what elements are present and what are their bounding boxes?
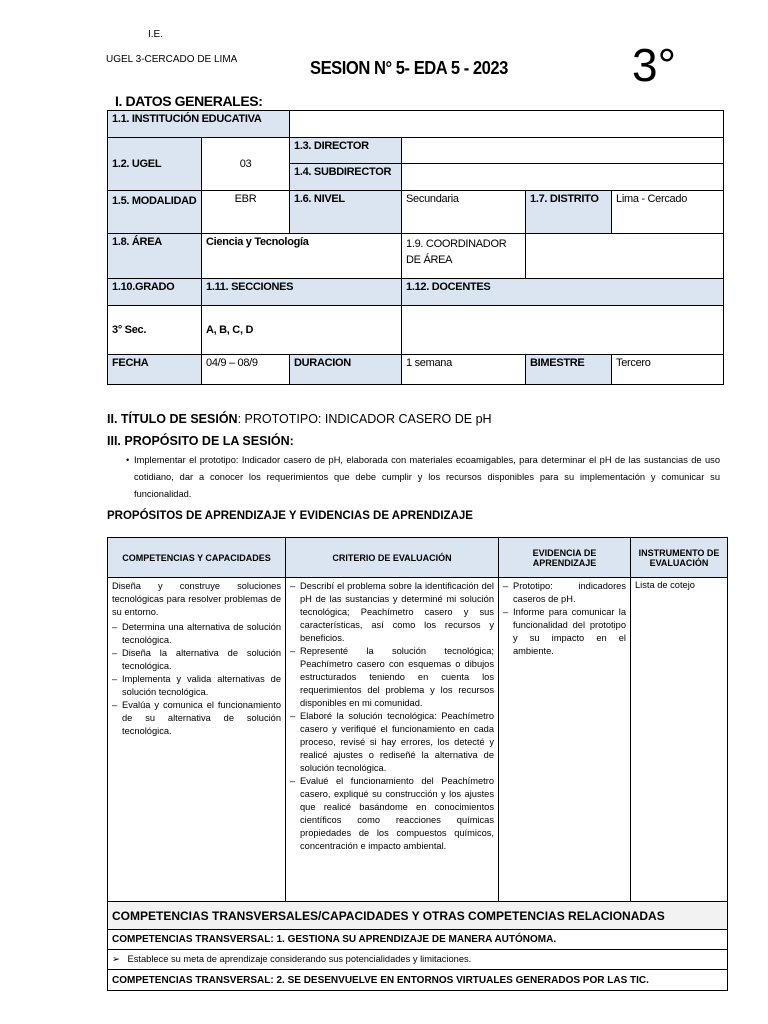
distrito-value: Lima - Cercado: [612, 191, 724, 234]
grado-value: 3° Sec.: [108, 306, 202, 355]
bullet-icon: •: [126, 455, 130, 465]
criterios-cell: [286, 578, 499, 902]
fecha-label: FECHA: [108, 355, 202, 385]
modalidad-label: 1.5. MODALIDAD: [108, 191, 202, 234]
criterio-item: – Evalué el funcionamiento del Peachímetro casero, expliqué su construcción y los ajustes que realicé basándome en conocimientos científicos como reacciones químicas propiedades de los compuestos químicos, concentración e impacto ambiental.: [290, 775, 494, 853]
criterios-list: [290, 580, 494, 853]
header-competencias: COMPETENCIAS Y CAPACIDADES: [108, 538, 286, 578]
subdirector-label: 1.4. SUBDIRECTOR: [290, 164, 402, 191]
ugel-value: 03: [202, 138, 290, 191]
evidencia-item: – Informe para comunicar la funcionalidad del prototipo y su impacto en el ambiente.: [503, 606, 626, 658]
grade-number: 3°: [632, 39, 676, 91]
proposito-paragraph: Implementar el prototipo: Indicador casero de pH, elaborada con materiales ecoamigables, para determinar el pH de las sustancias de uso cotidiano, dar a conocer los requerimientos que debe cumplir y los recursos disponibles para su implementación y comunicar su funcionalidad.: [134, 455, 720, 499]
header-criterio: CRITERIO DE EVALUACIÓN: [286, 538, 499, 578]
director-value: [402, 138, 724, 164]
header-evidencia: EVIDENCIA DE APRENDIZAJE: [499, 538, 631, 578]
secciones-value: A, B, C, D: [202, 306, 402, 355]
transversal-2: COMPETENCIAS TRANSVERSAL: 2. SE DESENVUELVE EN ENTORNOS VIRTUALES GENERADOS POR LAS TIC.: [108, 970, 728, 991]
ugel-header: UGEL 3-CERCADO DE LIMA: [106, 54, 238, 65]
bimestre-label: BIMESTRE: [526, 355, 612, 385]
director-label: 1.3. DIRECTOR: [290, 138, 402, 164]
transversales-title: COMPETENCIAS TRANSVERSALES/CAPACIDADES Y OTRAS COMPETENCIAS RELACIONADAS: [108, 902, 728, 930]
fecha-value: 04/9 – 08/9: [202, 355, 290, 385]
area-value: Ciencia y Tecnología: [202, 234, 402, 279]
docentes-label: 1.12. DOCENTES: [402, 279, 724, 306]
capacidad-item: – Implementa y valida alternativas de solución tecnológica.: [112, 673, 281, 699]
duracion-value: 1 semana: [402, 355, 526, 385]
docentes-value: [402, 306, 724, 355]
capacidad-item: – Diseña la alternativa de solución tecnológica.: [112, 647, 281, 673]
grado-label: 1.10.GRADO: [108, 279, 202, 306]
transversal-1: COMPETENCIAS TRANSVERSAL: 1. GESTIONA SU APRENDIZAJE DE MANERA AUTÓNOMA.: [108, 930, 728, 950]
proposito-text: [126, 452, 720, 503]
nivel-value: Secundaria: [402, 191, 526, 234]
evidencias-list: [503, 580, 626, 658]
area-label: 1.8. ÁREA: [108, 234, 202, 279]
datos-generales-title: I. DATOS GENERALES:: [115, 93, 263, 109]
datos-generales-table: [107, 110, 724, 385]
nivel-label: 1.6. NIVEL: [290, 191, 402, 234]
coordinador-label: 1.9. COORDINADOR DE ÁREA: [402, 234, 526, 279]
competencias-table: [107, 537, 728, 991]
secciones-label: 1.11. SECCIONES: [202, 279, 402, 306]
titulo-sesion-value: : PROTOTIPO: INDICADOR CASERO DE pH: [237, 412, 492, 426]
session-title: SESION N° 5- EDA 5 - 2023: [310, 58, 508, 78]
evidencia-item: – Prototipo: indicadores caseros de pH.: [503, 580, 626, 606]
titulo-sesion-label: II. TÍTULO DE SESIÓN: [107, 412, 238, 426]
subdirector-value: [402, 164, 724, 191]
capacidad-item: – Determina una alternativa de solución tecnológica.: [112, 621, 281, 647]
coordinador-value: [526, 234, 724, 279]
capacidades-list: [112, 621, 281, 738]
proposito-title: III. PROPÓSITO DE LA SESIÓN:: [107, 434, 294, 448]
capacidad-item: – Evalúa y comunica el funcionamiento de su alternativa de solución tecnológica.: [112, 699, 281, 738]
header-instrumento: INSTRUMENTO DE EVALUACIÓN: [631, 538, 728, 578]
instrumento-cell: Lista de cotejo: [631, 578, 728, 902]
transversal-1-row: [108, 950, 728, 970]
distrito-label: 1.7. DISTRITO: [526, 191, 612, 234]
criterio-item: – Representé la solución tecnológica; Peachímetro casero con esquemas o dibujos estructurados teniendo en cuenta los requerimientos del problema y los recursos disponibles en mi comunidad.: [290, 645, 494, 710]
institucion-label: 1.1. INSTITUCIÓN EDUCATIVA: [108, 111, 290, 138]
bimestre-value: Tercero: [612, 355, 724, 385]
titulo-sesion: [107, 412, 492, 426]
criterio-item: – Elaboré la solución tecnológica: Peachímetro casero y verifiqué el funcionamiento en cada proceso, revisé si hay errores, los detecté y realicé ajustes o rediseñé la alternativa de solución tecnológica.: [290, 710, 494, 775]
competencias-cell: [108, 578, 286, 902]
arrow-bullet-icon: ➢: [112, 954, 120, 964]
evidencias-cell: [499, 578, 631, 902]
duracion-label: DURACION: [290, 355, 402, 385]
ie-label: I.E.: [148, 29, 164, 40]
propositos-aprendizaje-title: PROPÓSITOS DE APRENDIZAJE Y EVIDENCIAS DE APRENDIZAJE: [107, 510, 473, 522]
modalidad-value: EBR: [202, 191, 290, 234]
transversal-1-item: Establece su meta de aprendizaje considerando sus potencialidades y limitaciones.: [127, 954, 472, 964]
institucion-value: [290, 111, 724, 138]
ugel-label: 1.2. UGEL: [108, 138, 202, 191]
criterio-item: – Describí el problema sobre la identificación del pH de las sustancias y determiné mi solución tecnológica; Peachímetro casero y sus características, así como los recursos y beneficios.: [290, 580, 494, 645]
competencia-text: Diseña y construye soluciones tecnológicas para resolver problemas de su entorno.: [112, 581, 281, 617]
